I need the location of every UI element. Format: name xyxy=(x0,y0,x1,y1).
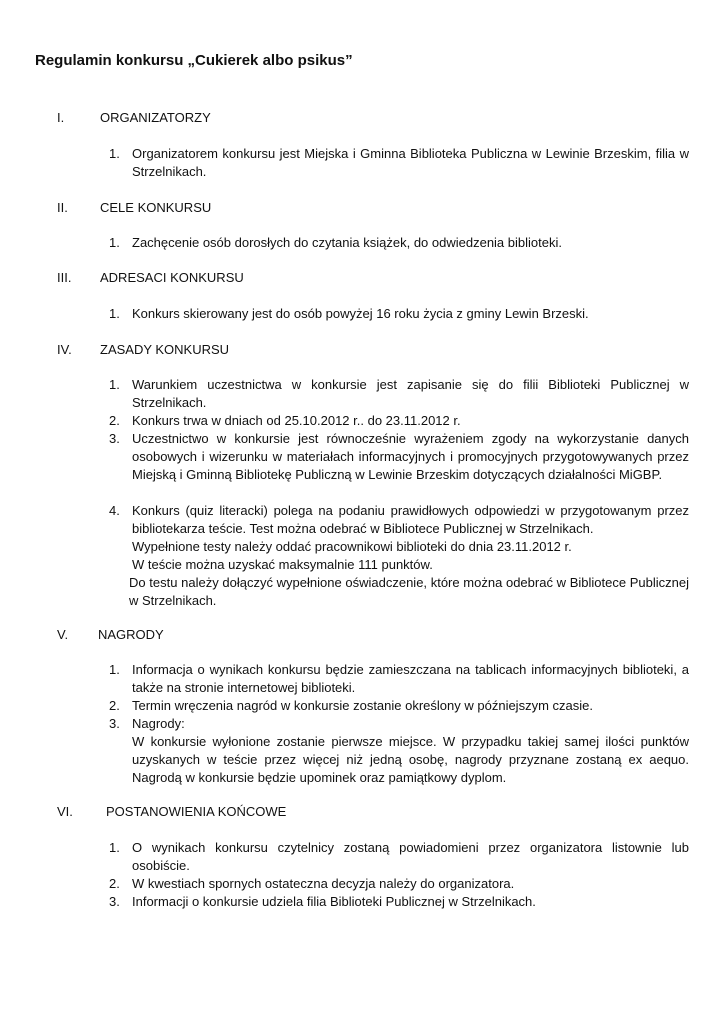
list-marker: 3. xyxy=(109,431,120,446)
paragraph: Wypełnione testy należy oddać pracownikowi biblioteki do dnia 23.11.2012 r. xyxy=(132,539,572,554)
list-item: Konkurs (quiz literacki) polega na podaniu prawidłowych odpowiedzi w przygotowanym przez bibliotekarza teście. Test można odebrać w Bibliotece Publicznej w Strzelnikach. xyxy=(132,503,689,536)
list-marker: 4. xyxy=(109,503,120,518)
list-marker: 1. xyxy=(109,235,120,250)
list-item: Nagrody: xyxy=(132,716,185,731)
section-number: II. xyxy=(57,200,68,215)
list-item: Informacja o wynikach konkursu będzie zamieszczana na tablicach informacyjnych biblioteki, a także na stronie internetowej biblioteki. xyxy=(132,662,689,695)
section-title: ADRESACI KONKURSU xyxy=(100,270,244,285)
section-number: VI. xyxy=(57,804,73,819)
paragraph: W konkursie wyłonione zostanie pierwsze miejsce. W przypadku takiej samej ilości punktów uzyskanych w teście przez więcej niż jedną osobę, nagrody przyznane zostaną ex aequo. Nagrodą w konkursie będzie upominek oraz pamiątkowy dyplom. xyxy=(132,734,689,785)
list-item: O wynikach konkursu czytelnicy zostaną powiadomieni przez organizatora listownie lub osobiście. xyxy=(132,840,689,873)
list-item: Zachęcenie osób dorosłych do czytania książek, do odwiedzenia biblioteki. xyxy=(132,235,562,250)
section-title: CELE KONKURSU xyxy=(100,200,212,215)
list-item: Konkurs skierowany jest do osób powyżej 16 roku życia z gminy Lewin Brzeski. xyxy=(132,306,589,321)
section-number: III. xyxy=(57,270,72,285)
list-item: Organizatorem konkursu jest Miejska i Gminna Biblioteka Publiczna w Lewinie Brzeskim, filia w Strzelnikach. xyxy=(132,146,689,179)
list-marker: 3. xyxy=(109,716,120,731)
section-title: ZASADY KONKURSU xyxy=(100,342,230,357)
section-title: POSTANOWIENIA KOŃCOWE xyxy=(106,804,287,819)
list-item: Informacji o konkursie udziela filia Biblioteki Publicznej w Strzelnikach. xyxy=(132,894,536,909)
list-marker: 2. xyxy=(109,698,120,713)
section-title: NAGRODY xyxy=(98,627,164,642)
list-marker: 2. xyxy=(109,876,120,891)
list-marker: 1. xyxy=(109,840,120,855)
list-item: Uczestnictwo w konkursie jest równocześnie wyrażeniem zgody na wykorzystanie danych osobowych i wizerunku w materiałach informacyjnych i promocyjnych przygotowywanych przez Miejską i Gminną Bibliotekę Publiczną w Lewinie Brzeskim dotyczących działalności MiGBP. xyxy=(132,431,689,482)
list-item: Konkurs trwa w dniach od 25.10.2012 r.. do 23.11.2012 r. xyxy=(132,413,461,428)
section-number: I. xyxy=(57,110,65,125)
paragraph: W teście można uzyskać maksymalnie 111 punktów. xyxy=(132,557,433,572)
section-number: V. xyxy=(57,627,69,642)
list-marker: 3. xyxy=(109,894,120,909)
list-marker: 2. xyxy=(109,413,120,428)
section-number: IV. xyxy=(57,342,72,357)
list-marker: 1. xyxy=(109,377,120,392)
list-marker: 1. xyxy=(109,306,120,321)
paragraph: Do testu należy dołączyć wypełnione oświadczenie, które można odebrać w Bibliotece Publicznej w Strzelnikach. xyxy=(129,575,689,608)
list-marker: 1. xyxy=(109,662,120,677)
list-item: W kwestiach spornych ostateczna decyzja należy do organizatora. xyxy=(132,876,515,891)
list-item: Termin wręczenia nagród w konkursie zostanie określony w późniejszym czasie. xyxy=(132,698,593,713)
list-marker: 1. xyxy=(109,146,120,161)
list-item: Warunkiem uczestnictwa w konkursie jest zapisanie się do filii Biblioteki Publicznej w Strzelnikach. xyxy=(132,377,689,410)
document-title: Regulamin konkursu „Cukierek albo psikus” xyxy=(35,52,353,69)
section-title: ORGANIZATORZY xyxy=(100,110,211,125)
